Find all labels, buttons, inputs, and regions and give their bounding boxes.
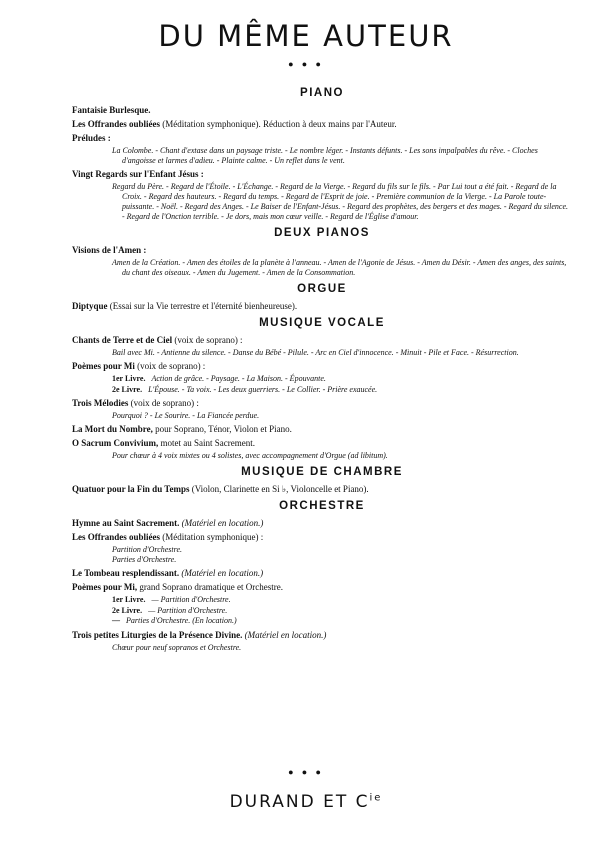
entry-quatuor: Quatuor pour la Fin du Temps (Violon, Clarinette en Si ♭, Violoncelle et Piano). [72,484,369,494]
vingt-regards-list: Regard du Père. - Regard de l'Étoile. - L'Échange. - Regard de la Vierge. - Regard du fils sur le fils. - Par Lui tout a été fait. - Regard de la Croix. - Regard des hauteurs. - Regard du temps. - Regard de l'Esprit de joie. - Première communion de la Vierge. - La Parole toute-puissante. - Noël. - Regard des Anges. - Le Baiser de l'Enfant-Jésus. - Regard des prophètes, des bergers et des mages. - Regard du silence. - Regard de l'Onction terrible. - Je dors, mais mon cœur veille. - Regard de l'Église d'amour. [112,182,568,221]
entry-fantaisie: Fantaisie Burlesque. [72,105,151,115]
visions-list: Amen de la Création. - Amen des étoiles de la planète à l'anneau. - Amen de l'Agonie de Jésus. - Amen du Désir. - Amen des anges, des saints, du chant des oiseaux. - Amen du Jugement. - Amen de la Consommation. [112,258,567,277]
offrandes-partition: Partition d'Orchestre. [112,545,182,554]
entry-vingt-regards: Vingt Regards sur l'Enfant Jésus : [72,169,204,179]
section-piano: PIANO [300,87,344,99]
entry-sacrum: O Sacrum Convivium, motet au Saint Sacrement. [72,438,255,448]
poemes-livre-2: 2e Livre. L'Épouse. - Ta voix. - Les deux guerriers. - Le Collier. - Prière exaucée. [112,384,378,394]
entry-offrandes-orchestre: Les Offrandes oubliées (Méditation symphonique) : [72,532,264,542]
section-musique-de-chambre: MUSIQUE DE CHAMBRE [241,466,403,478]
section-musique-vocale: MUSIQUE VOCALE [259,317,385,329]
entry-liturgies: Trois petites Liturgies de la Présence Divine. (Matériel en location.) [72,629,327,640]
orch-livre-2: 2e Livre. — Partition d'Orchestre. [112,605,228,615]
entry-diptyque: Diptyque (Essai sur la Vie terrestre et l'éternité bienheureuse). [72,301,298,311]
ornament-top: ● ● ● [288,59,324,69]
page-title: DU MÊME AUTEUR [158,19,454,53]
entry-hymne: Hymne au Saint Sacrement. (Matériel en location.) [72,518,264,528]
publisher-footer: DURAND ET $C^{ie}$ [229,792,383,812]
ornament-bottom: ● ● ● [288,767,324,777]
entry-visions: Visions de l'Amen : [72,245,147,255]
entry-chants: Chants de Terre et de Ciel (voix de soprano) : [72,335,243,345]
chants-list: Bail avec Mi. - Antienne du silence. - Danse du Bébé - Pilule. - Arc en Ciel d'innocence. - Minuit - Pile et Face. - Résurrection. [112,348,519,357]
orch-livre-1: 1er Livre. — Partition d'Orchestre. [112,595,231,604]
sacrum-note: Pour chœur à 4 voix mixtes ou 4 solistes, avec accompagnement d'Orgue (ad libitum). [112,451,388,460]
section-deux-pianos: DEUX PIANOS [274,227,370,239]
entry-poemes-orchestre: Poèmes pour Mi, grand Soprano dramatique et Orchestre. [72,582,284,592]
section-orgue: ORGUE [297,283,347,295]
orch-livre-parties: — Parties d'Orchestre. (En location.) [112,616,237,625]
liturgies-note: Chœur pour neuf sopranos et Orchestre. [112,642,242,652]
entry-tombeau: Le Tombeau resplendissant. (Matériel en location.) [72,568,264,578]
preludes-list: La Colombe. - Chant d'extase dans un paysage triste. - Le nombre léger. - Instants défunts. - Les sons impalpables du rêve. - Cloches d'angoisse et larmes d'adieu. - Plainte calme. - Un reflet dans le vent. [112,146,538,165]
catalog-content [72,82,572,653]
entry-mort-du-nombre: La Mort du Nombre, pour Soprano, Ténor, Violon et Piano. [72,424,292,434]
poemes-livre-1: 1er Livre. Action de grâce. - Paysage. - La Maison. - Épouvante. [112,374,326,383]
trois-melodies-list: Pourquoi ? - Le Sourire. - La Fiancée perdue. [112,411,260,420]
entry-poemes-vocale: Poèmes pour Mi (voix de soprano) : [72,361,206,371]
entry-preludes: Préludes : [72,133,111,143]
section-orchestre: ORCHESTRE [279,500,365,512]
entry-trois-melodies: Trois Mélodies (voix de soprano) : [72,398,199,408]
entry-offrandes-piano: Les Offrandes oubliées (Méditation symphonique). Réduction à deux mains par l'Auteur. [72,119,397,129]
offrandes-parties: Parties d'Orchestre. [112,555,177,564]
